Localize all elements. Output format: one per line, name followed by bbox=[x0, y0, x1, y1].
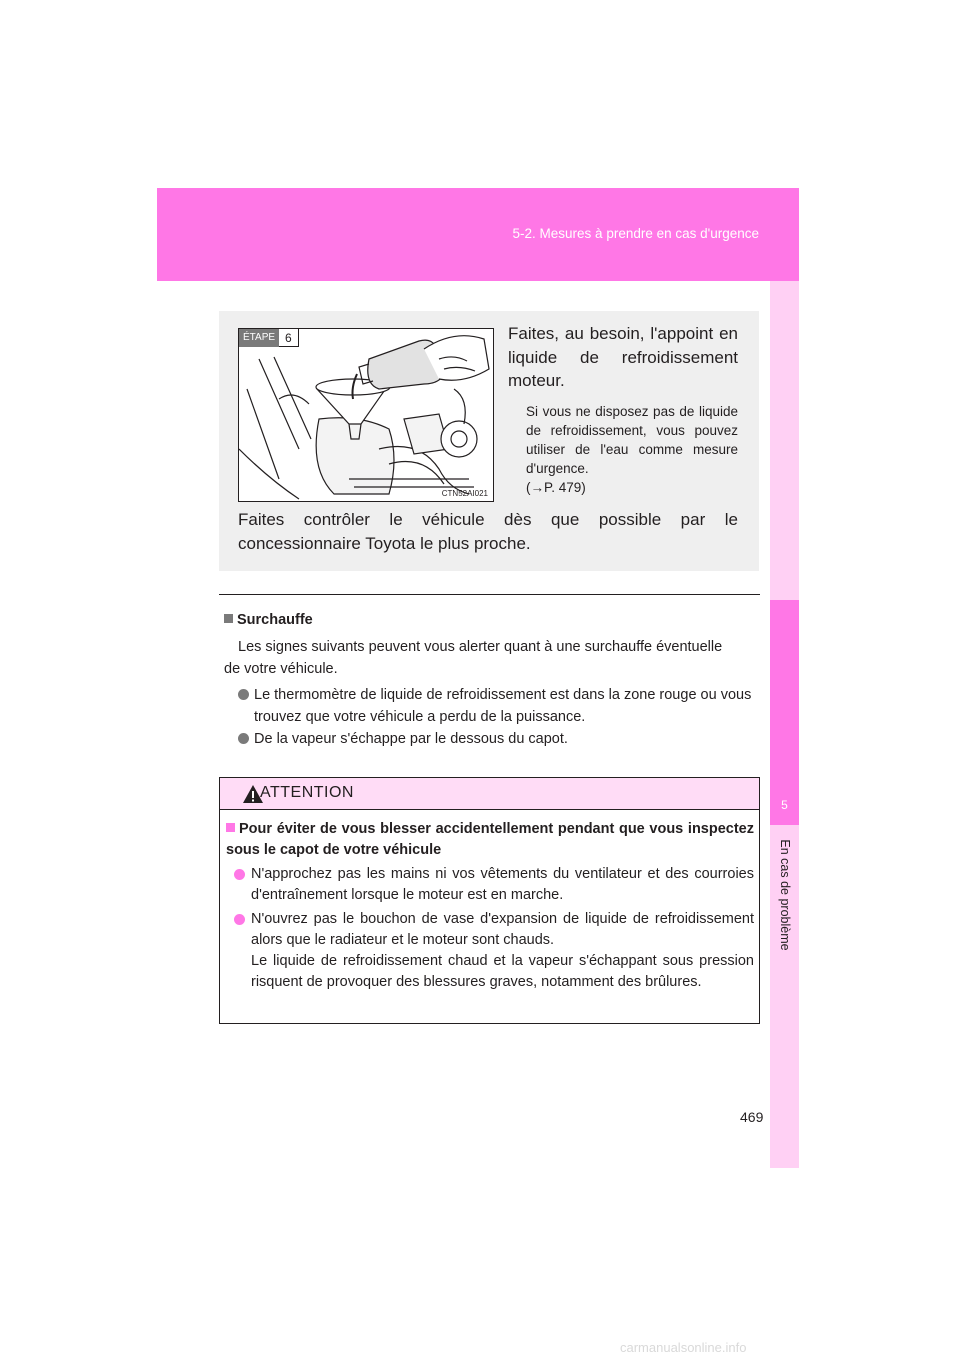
coolant-refill-drawing bbox=[239, 329, 494, 502]
bullet-dot-icon bbox=[234, 869, 245, 880]
surchauffe-intro-line2: de votre véhicule. bbox=[224, 661, 338, 677]
page-number: 469 bbox=[740, 1109, 764, 1125]
step-footer-line1: Faites contrôler le véhicule dès que possible par le bbox=[238, 510, 738, 529]
warning-title: ATTENTION bbox=[260, 784, 354, 801]
surchauffe-intro bbox=[224, 636, 758, 680]
list-item-text: De la vapeur s'échappe par le dessous du capot. bbox=[254, 731, 568, 747]
engine-coolant-illustration bbox=[238, 328, 494, 502]
list-item-text: Le thermomètre de liquide de refroidissement est dans la zone rouge ou vous trouvez que votre véhicule a perdu de la puissance. bbox=[254, 687, 752, 725]
chapter-label: En cas de problème bbox=[777, 839, 792, 951]
warning-subtitle-text: Pour éviter de vous blesser accidentellement pendant que vous inspectez sous le capot de votre véhicule bbox=[226, 821, 754, 858]
warning-box bbox=[219, 777, 760, 1024]
list-item bbox=[238, 728, 758, 750]
list-item bbox=[238, 684, 758, 728]
list-item-text-main: N'ouvrez pas le bouchon de vase d'expansion de liquide de refroidissement alors que le radiateur et le moteur sont chauds. bbox=[251, 911, 754, 948]
section-divider bbox=[219, 594, 760, 595]
page-reference-link[interactable]: P. 479 bbox=[544, 480, 582, 495]
square-bullet-icon bbox=[224, 614, 233, 623]
watermark: carmanualsonline.info bbox=[620, 1340, 747, 1355]
warning-header bbox=[220, 778, 759, 810]
chapter-tab bbox=[770, 600, 799, 825]
surchauffe-heading bbox=[224, 612, 313, 628]
step-note-text: Si vous ne disposez pas de liquide de refroidissement, vous pouvez utiliser de l'eau comme mesure d'urgence. bbox=[526, 404, 738, 476]
bullet-dot-icon bbox=[238, 689, 249, 700]
list-item-text: N'approchez pas les mains ni vos vêtements du ventilateur et des courroies d'entraînement lorsque le moteur est en marche. bbox=[251, 866, 754, 903]
list-item bbox=[234, 864, 754, 906]
surchauffe-title-text: Surchauffe bbox=[237, 612, 313, 628]
step-badge-number: 6 bbox=[279, 329, 299, 347]
list-item bbox=[234, 909, 754, 993]
step-instruction: Faites, au besoin, l'appoint en liquide de refroidissement moteur. bbox=[508, 324, 738, 390]
square-bullet-icon bbox=[226, 823, 235, 832]
warning-subtitle bbox=[226, 819, 754, 861]
step-note: Si vous ne disposez pas de liquide de refroidissement, vous pouvez utiliser de l'eau comme mesure d'urgence. (→P. 479) bbox=[526, 404, 738, 495]
figure-code: CTN52AI021 bbox=[441, 489, 488, 498]
list-item-text bbox=[234, 909, 754, 993]
step-badge bbox=[239, 329, 299, 347]
chapter-number: 5 bbox=[781, 798, 788, 812]
chapter-label-wrap bbox=[770, 835, 799, 955]
bullet-dot-icon bbox=[234, 914, 245, 925]
step-badge-label: ÉTAPE bbox=[239, 329, 279, 347]
section-title: 5-2. Mesures à prendre en cas d'urgence bbox=[512, 226, 759, 241]
step-footer-text bbox=[238, 508, 738, 555]
surchauffe-intro-line1: Les signes suivants peuvent vous alerter quant à une surchauffe éventuelle bbox=[238, 639, 723, 655]
arrow-right-icon: → bbox=[530, 480, 544, 495]
step-footer-line2: concessionnaire Toyota le plus proche. bbox=[238, 533, 531, 553]
list-item-text-extra: Le liquide de refroidissement chaud et la vapeur s'échappant sous pression risquent de provoquer des blessures graves, notamment des brûlures. bbox=[251, 953, 754, 990]
header-band bbox=[157, 188, 799, 281]
bullet-dot-icon bbox=[238, 733, 249, 744]
